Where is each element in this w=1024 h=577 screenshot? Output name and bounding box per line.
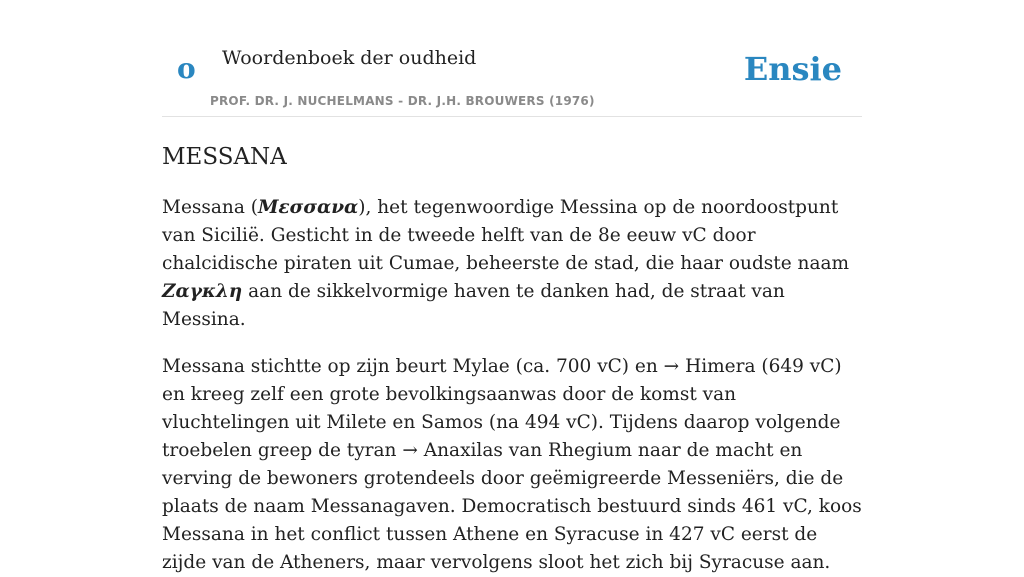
p1-text-2: ), het tegenwoordige Messina op de noordoostpunt van Sicilië. Gesticht in de tweede helft van de 8e eeuw vC door chalcidische piraten uit Cumae, beheerste de stad, die haar oudste naam <box>162 197 850 274</box>
index-letter[interactable]: o <box>177 52 196 85</box>
article-heading: MESSANA <box>162 144 287 170</box>
p2-text-2: (649 vC) en kreeg zelf een grote bevolkingsaanwas door de komst van vluchtelingen uit Milete en Samos (na 494 vC). Tijdens daarop volgende troebelen greep de tyran <box>162 356 842 461</box>
p1-text-3: aan de sikkelvormige haven te danken had, de straat van Messina. <box>162 281 785 330</box>
greek-term-zankle: Ζαγκλη <box>162 281 243 302</box>
authors-line: PROF. DR. J. NUCHELMANS - DR. J.H. BROUWERS (1976) <box>210 94 595 108</box>
arrow-right-icon: → <box>663 356 680 377</box>
link-himera[interactable]: Himera <box>685 356 756 377</box>
p2-text-1: Messana stichtte op zijn beurt Mylae (ca. 700 vC) en <box>162 356 664 377</box>
link-anaxilas[interactable]: Anaxilas <box>423 440 503 461</box>
paragraph-1 <box>162 194 862 334</box>
paragraph-2 <box>162 353 862 577</box>
article-body <box>162 194 862 577</box>
greek-term-messana: Μεσσανα <box>257 197 359 218</box>
page <box>162 0 862 577</box>
p2-text-3: van Rhegium naar de macht en verving de bewoners grotendeels door geëmigreerde Messeniërs, die de plaats de naam Messanagaven. Democratisch bestuurd sinds 461 vC, koos Messana in het conflict tussen Athene en Syracuse in 427 vC eerst de zijde van de Atheners, maar vervolgens sloot het zich bij Syracuse aan. <box>162 440 862 573</box>
arrow-right-icon: → <box>402 440 418 461</box>
header <box>162 0 862 117</box>
dictionary-title[interactable]: Woordenboek der oudheid <box>222 47 477 69</box>
p1-text-1: Messana ( <box>162 197 258 218</box>
brand-logo[interactable]: Ensie <box>743 50 842 88</box>
